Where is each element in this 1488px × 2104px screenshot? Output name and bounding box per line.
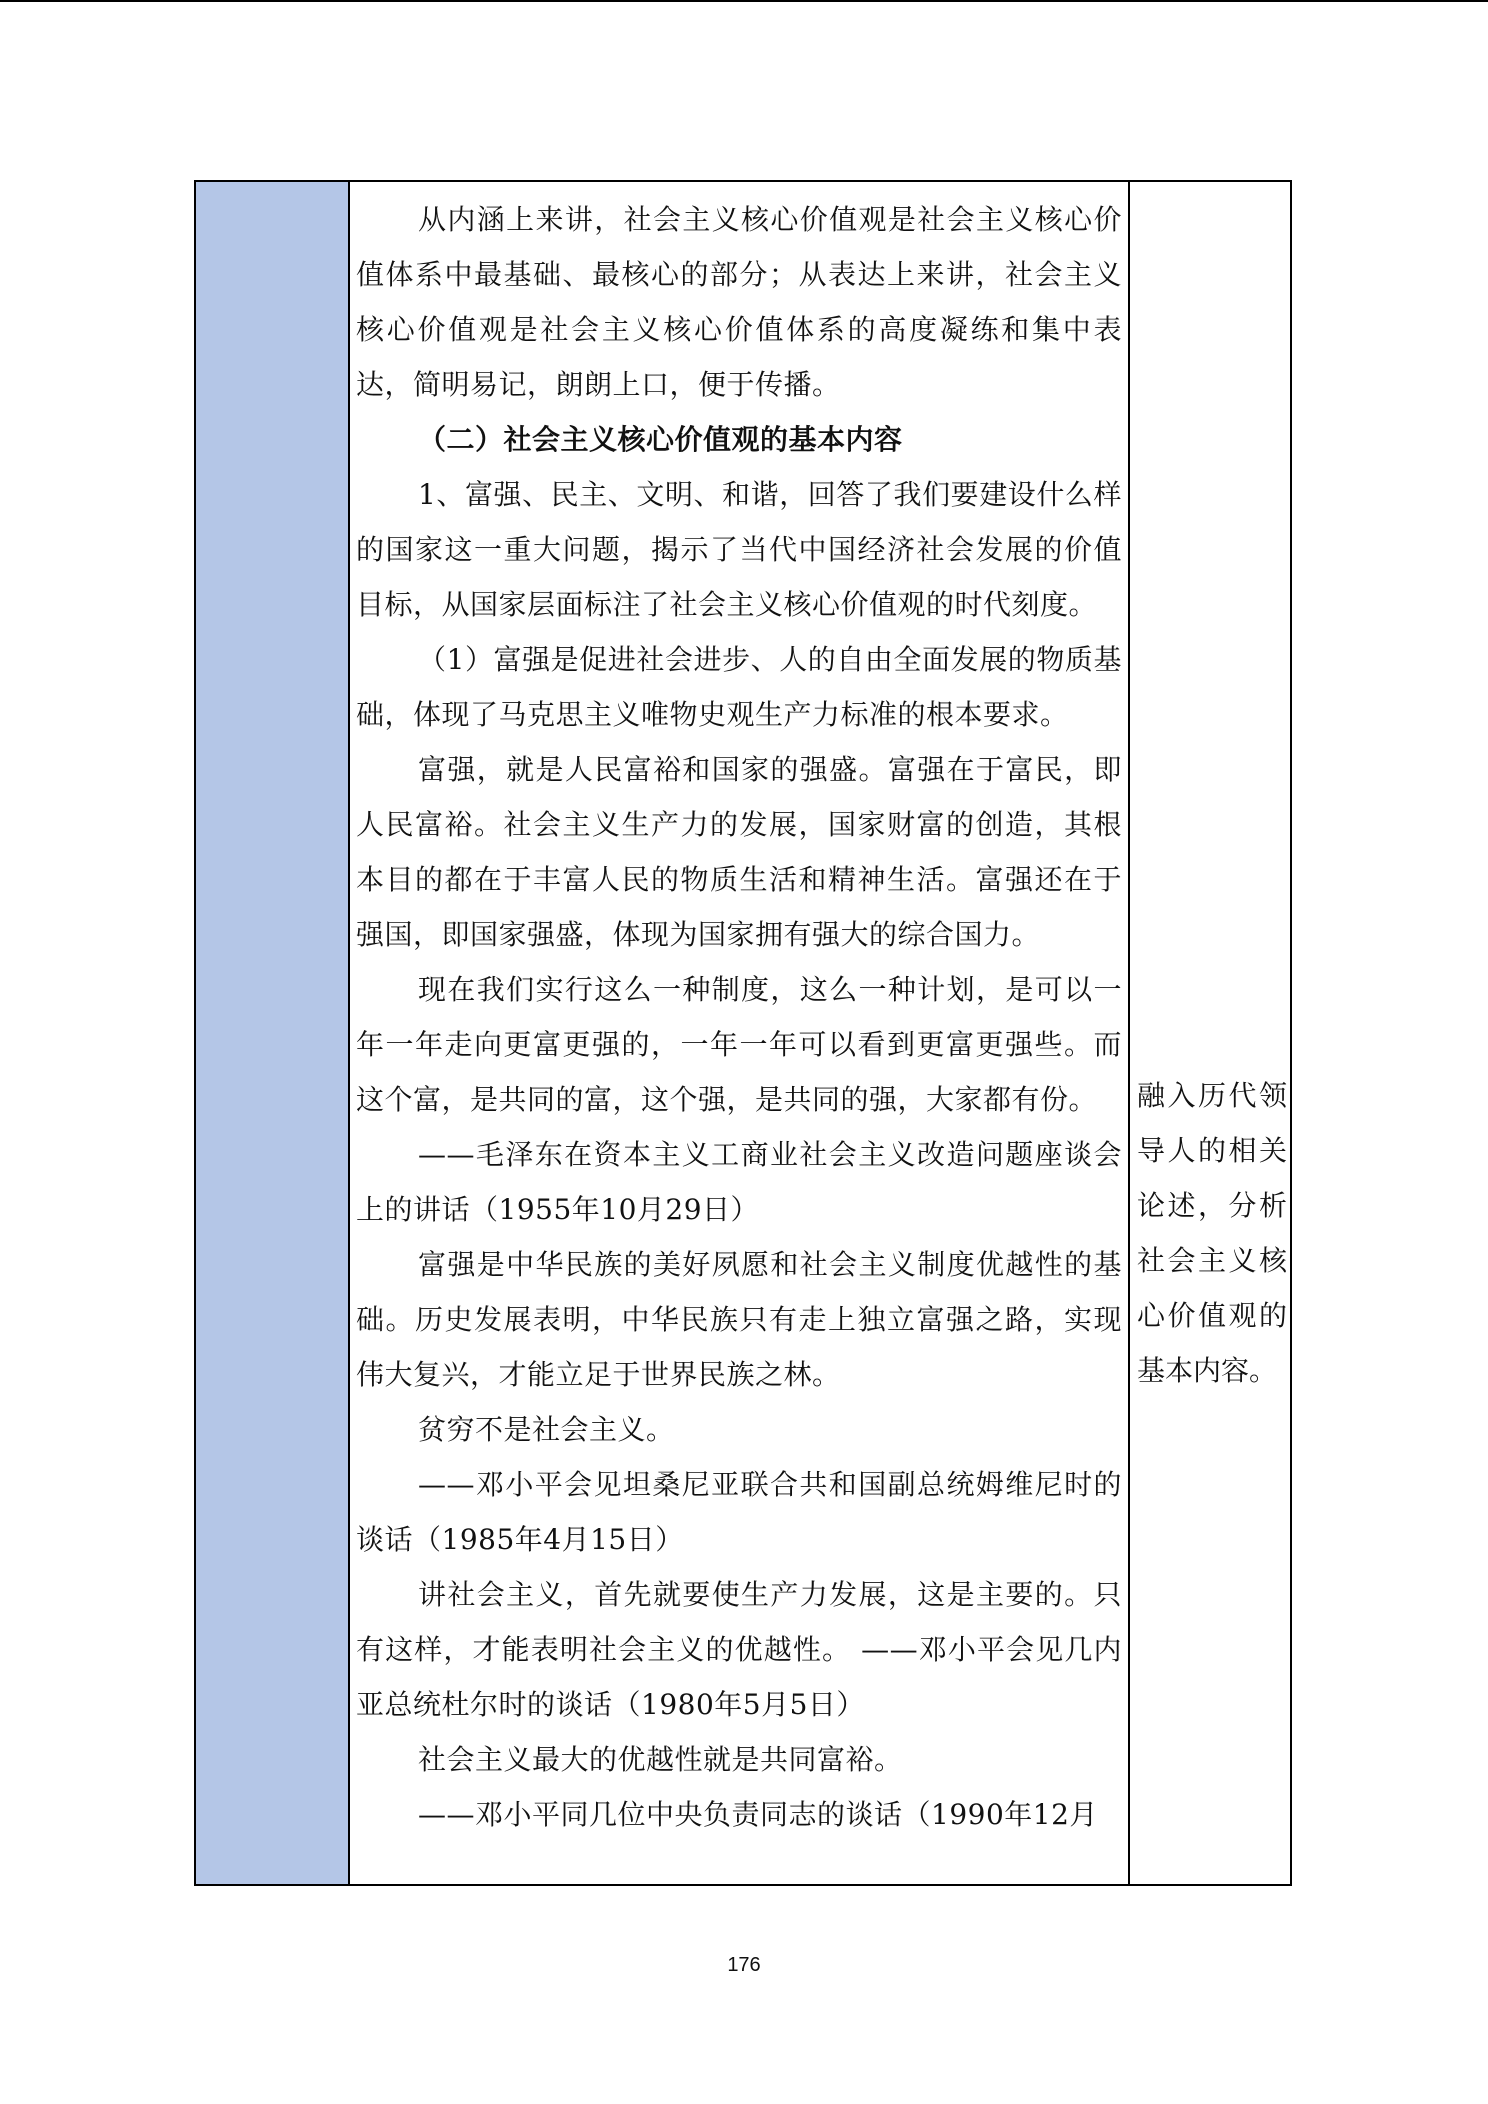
main-content-cell <box>356 192 1122 1842</box>
table-left-column <box>196 182 350 1884</box>
quote-source: ——邓小平同几位中央负责同志的谈话（1990年12月 <box>418 1798 1098 1831</box>
paragraph: 1、富强、民主、文明、和谐，回答了我们要建设什么样的国家这一重大问题，揭示了当代中国经济社会发展的价值目标，从国家层面标注了社会主义核心价值观的时代刻度。 <box>356 478 1122 621</box>
section-heading: （二）社会主义核心价值观的基本内容 <box>418 423 903 456</box>
paragraph: （1）富强是促进社会进步、人的自由全面发展的物质基础，体现了马克思主义唯物史观生产力标准的根本要求。 <box>356 643 1122 731</box>
quote-source: ——邓小平会见坦桑尼亚联合共和国副总统姆维尼时的谈话（1985年4月15日） <box>356 1468 1122 1556</box>
table-right-column <box>1128 182 1290 1884</box>
design-note-cell: 融入历代领导人的相关论述，分析社会主义核心价值观的基本内容。 <box>1137 1079 1287 1387</box>
quote-paragraph: 现在我们实行这么一种制度，这么一种计划，是可以一年一年走向更富更强的，一年一年可以看到更富更强些。而这个富，是共同的富，这个强，是共同的强，大家都有份。 <box>356 973 1122 1116</box>
paragraph: 富强是中华民族的美好夙愿和社会主义制度优越性的基础。历史发展表明，中华民族只有走上独立富强之路，实现伟大复兴，才能立足于世界民族之林。 <box>356 1248 1122 1391</box>
quote-paragraph: 贫穷不是社会主义。 <box>418 1413 675 1446</box>
quote-paragraph: 讲社会主义，首先就要使生产力发展，这是主要的。只有这样，才能表明社会主义的优越性。 ——邓小平会见几内亚总统杜尔时的谈话（1980年5月5日） <box>356 1578 1122 1721</box>
paragraph: 富强，就是人民富裕和国家的强盛。富强在于富民，即人民富裕。社会主义生产力的发展，国家财富的创造，其根本目的都在于丰富人民的物质生活和精神生活。富强还在于强国，即国家强盛，体现为国家拥有强大的综合国力。 <box>356 753 1122 951</box>
quote-source: ——毛泽东在资本主义工商业社会主义改造问题座谈会上的讲话（1955年10月29日） <box>356 1138 1122 1226</box>
quote-paragraph: 社会主义最大的优越性就是共同富裕。 <box>418 1743 903 1776</box>
page-number: 176 <box>727 1954 761 1976</box>
paragraph: 从内涵上来讲，社会主义核心价值观是社会主义核心价值体系中最基础、最核心的部分；从表达上来讲，社会主义核心价值观是社会主义核心价值体系的高度凝练和集中表达，简明易记，朗朗上口，便于传播。 <box>356 203 1122 401</box>
top-border-line <box>0 0 1488 2</box>
